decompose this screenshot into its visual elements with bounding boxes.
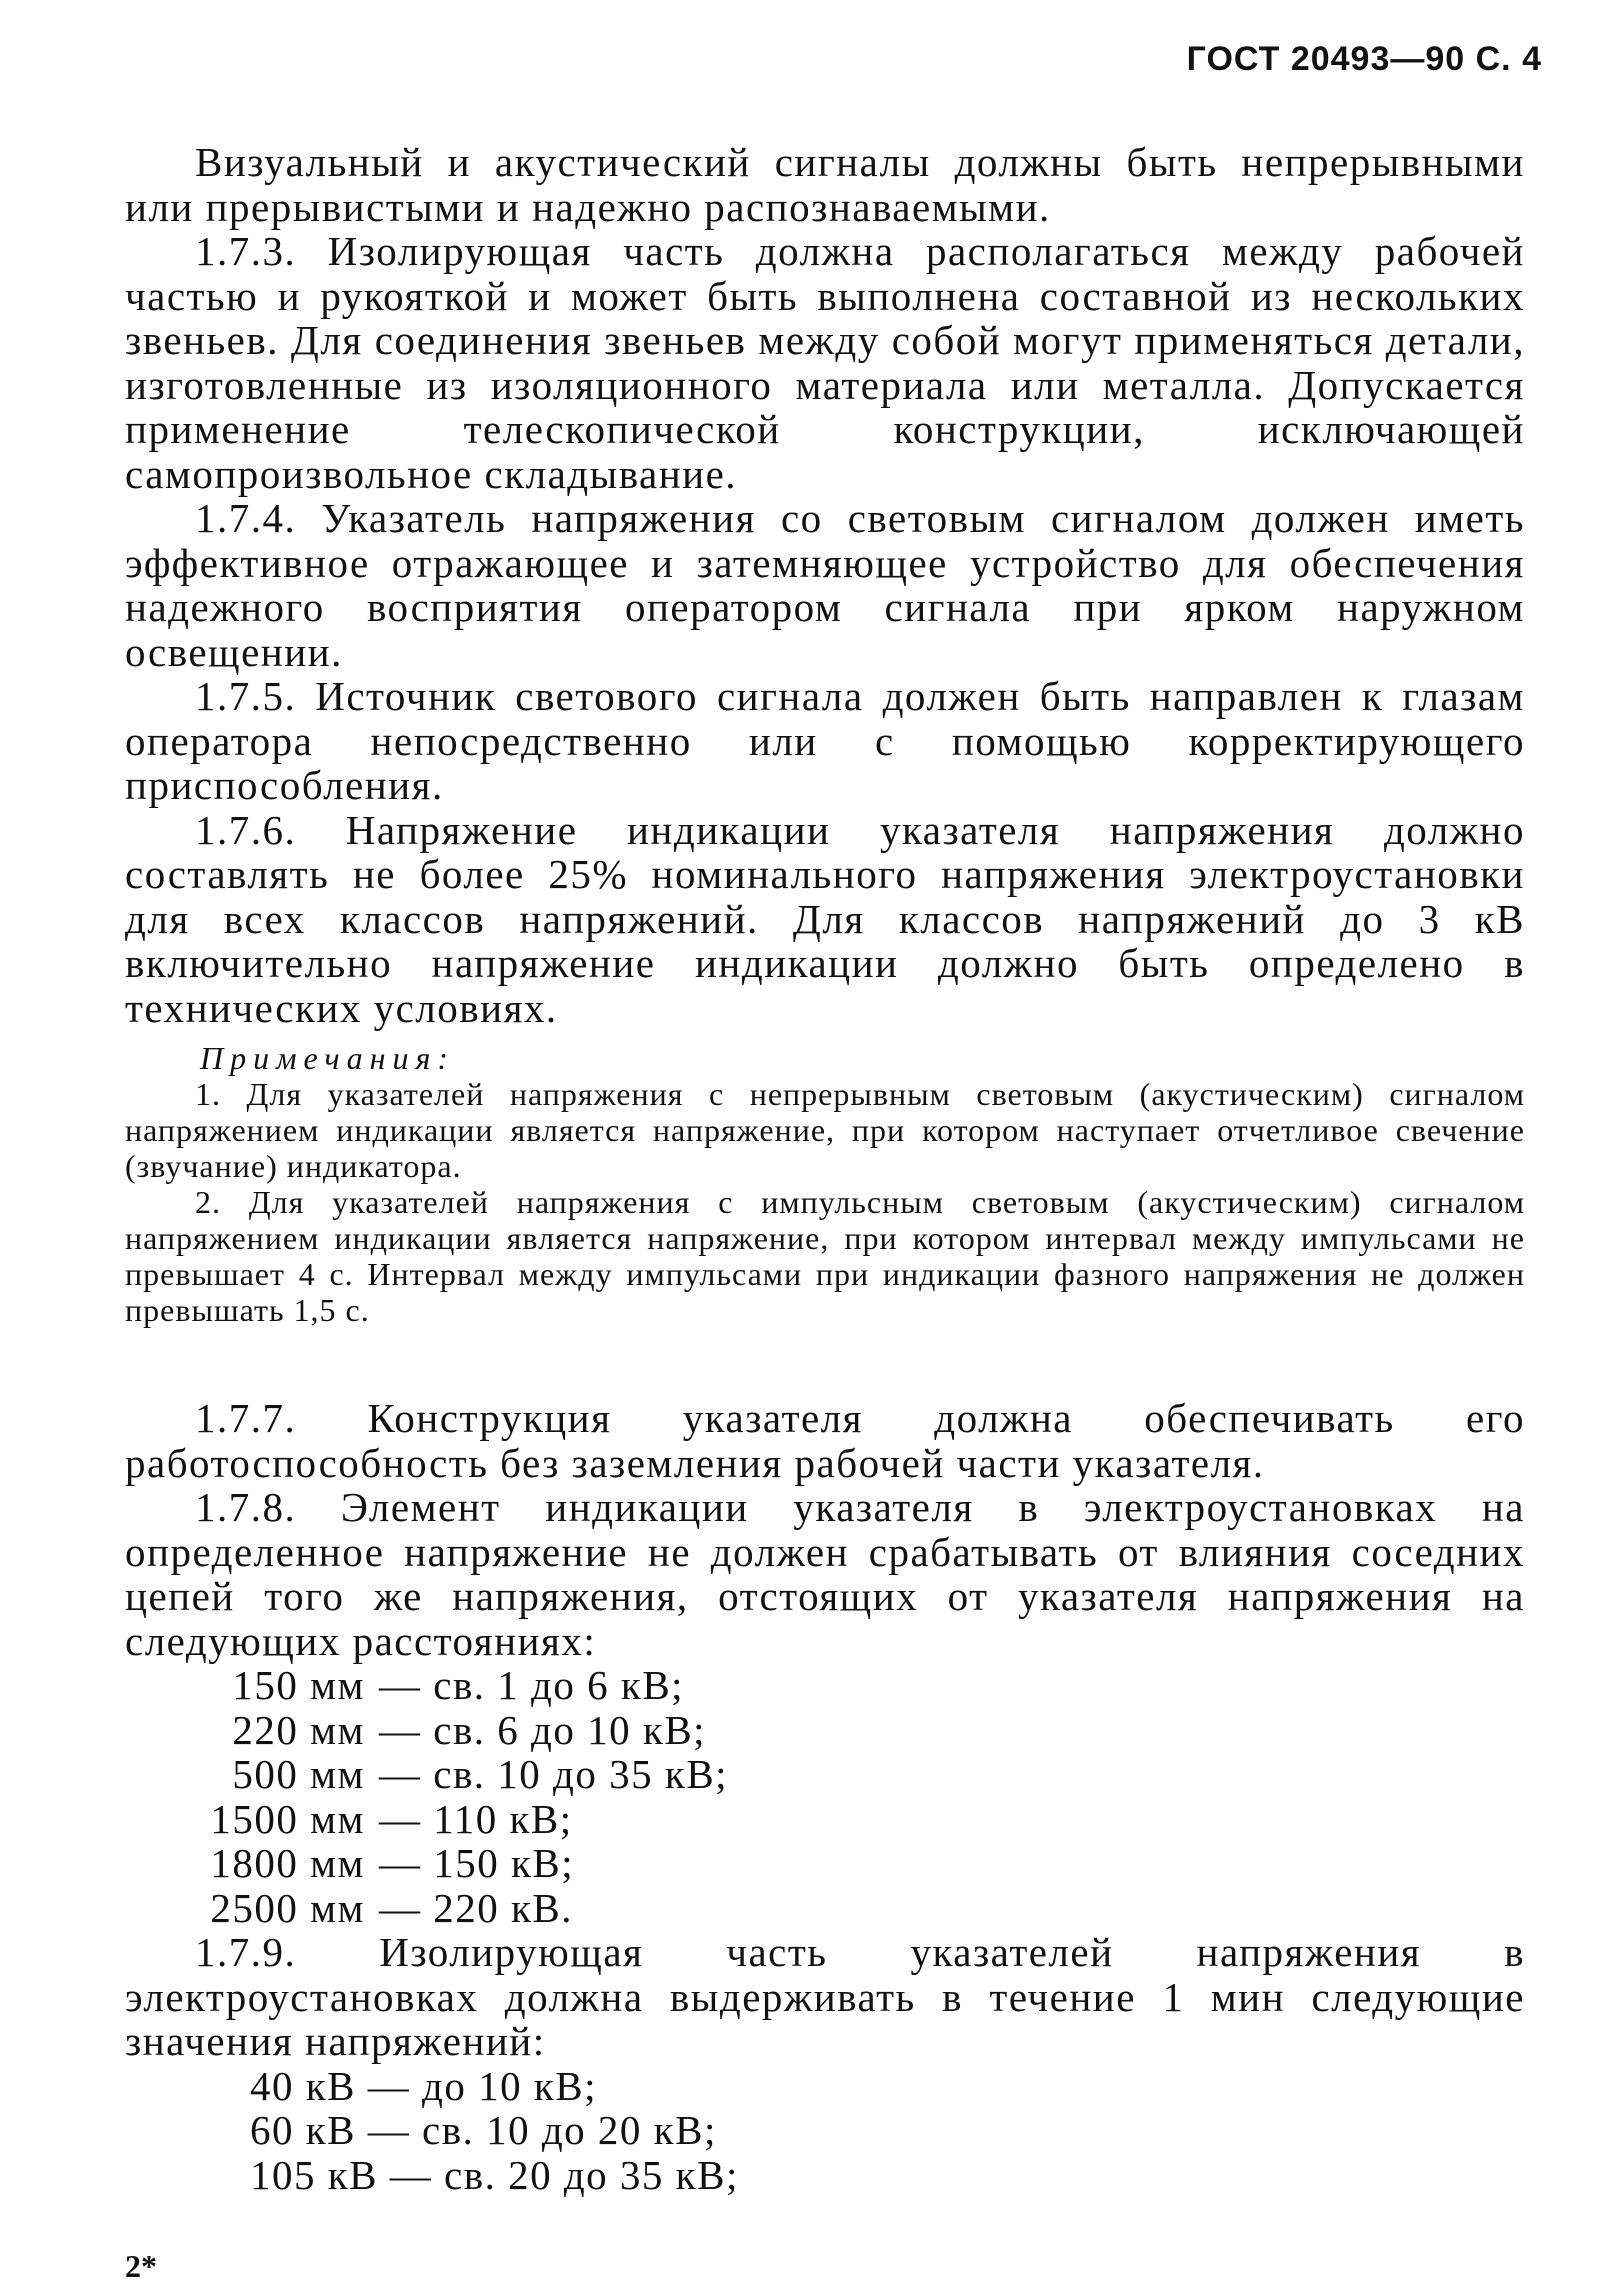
distance-range: — 110 кВ; <box>379 1795 573 1842</box>
distance-range: — св. 6 до 10 кВ; <box>379 1706 707 1753</box>
notes-title: Примечания: <box>200 1040 455 1076</box>
paragraph-signals: Визуальный и акустический сигналы должны быть непрерывными или прерывистыми и надежно распознаваемыми. <box>125 139 1525 230</box>
distance-row <box>125 1663 1525 1708</box>
paragraph-1-7-5: 1.7.5. Источник светового сигнала должен быть направлен к глазам оператора непосредственно или с помощью корректирующего приспособления. <box>125 673 1525 808</box>
voltage-row: 105 кВ — св. 20 до 35 кВ; <box>250 2151 739 2198</box>
paragraph-1-7-7: 1.7.7. Конструкция указателя должна обеспечивать его работоспособность без заземления рабочей части указателя. <box>125 1395 1525 1486</box>
voltage-row: 60 кВ — св. 10 до 20 кВ; <box>250 2107 717 2153</box>
paragraph-1-7-9: 1.7.9. Изолирующая часть указателей напряжения в электроустановках должна выдерживать в течение 1 мин следующие значения напряжений: <box>125 1929 1525 2064</box>
signature-mark: 2* <box>125 2248 157 2284</box>
distance-value: 500 мм <box>232 1751 365 1797</box>
distance-value: 2500 мм <box>210 1884 365 1931</box>
paragraph-1-7-6: 1.7.6. Напряжение индикации указателя напряжения должно составлять не более 25% номинального напряжения электроустановки для всех классов напряжений. Для классов напряжений до 3 кВ включительно напряжение индикации должно быть определено в технических условиях. <box>125 806 1525 1031</box>
paragraph-1-7-3: 1.7.3. Изолирующая часть должна располагаться между рабочей частью и рукояткой и может быть выполнена составной из нескольких звеньев. Для соединения звеньев между собой могут применяться детали, изготовленные из изоляционного материала или металла. Допускается применение телескопической конструкции, исключающей самопроизвольное складывание. <box>125 228 1525 497</box>
distance-row <box>125 1752 1525 1797</box>
body-text <box>125 140 1525 2197</box>
note-item: 1. Для указателей напряжения с непрерывным световым (акустическим) сигналом напряжением индикации является напряжение, при котором наступает отчетливое свечение (звучание) индикатора. <box>125 1076 1525 1184</box>
distance-value: 150 мм <box>232 1662 365 1708</box>
distance-row <box>125 1708 1525 1753</box>
distance-row <box>125 1841 1525 1886</box>
distance-value: 220 мм <box>232 1706 365 1753</box>
voltage-row: 40 кВ — до 10 кВ; <box>250 2062 598 2109</box>
notes-block <box>125 1040 1525 1328</box>
voltage-list <box>125 2064 1525 2198</box>
distance-range: — св. 1 до 6 кВ; <box>379 1662 685 1708</box>
distance-list <box>125 1663 1525 1930</box>
distance-value: 1800 мм <box>210 1840 365 1886</box>
distance-value: 1500 мм <box>210 1795 365 1842</box>
paragraph-1-7-4: 1.7.4. Указатель напряжения со световым сигналом должен иметь эффективное отражающее и затемняющее устройство для обеспечения надежного восприятия оператором сигнала при ярком наружном освещении. <box>125 495 1525 675</box>
distance-range: — 150 кВ; <box>379 1840 575 1886</box>
distance-row <box>125 1886 1525 1931</box>
paragraph-1-7-8: 1.7.8. Элемент индикации указателя в электроустановках на определенное напряжение не должен срабатывать от влияния соседних цепей того же напряжения, отстоящих от указателя напряжения на следующих расстояниях: <box>125 1484 1525 1664</box>
page-header: ГОСТ 20493—90 С. 4 <box>1186 40 1542 78</box>
distance-range: — 220 кВ. <box>379 1884 574 1931</box>
note-item: 2. Для указателей напряжения с импульсным световым (акустическим) сигналом напряжением индикации является напряжение, при котором интервал между импульсами не превышает 4 с. Интервал между импульсами при индикации фазного напряжения не должен превышать 1,5 с. <box>125 1184 1525 1328</box>
distance-row <box>125 1797 1525 1842</box>
distance-range: — св. 10 до 35 кВ; <box>379 1751 729 1797</box>
